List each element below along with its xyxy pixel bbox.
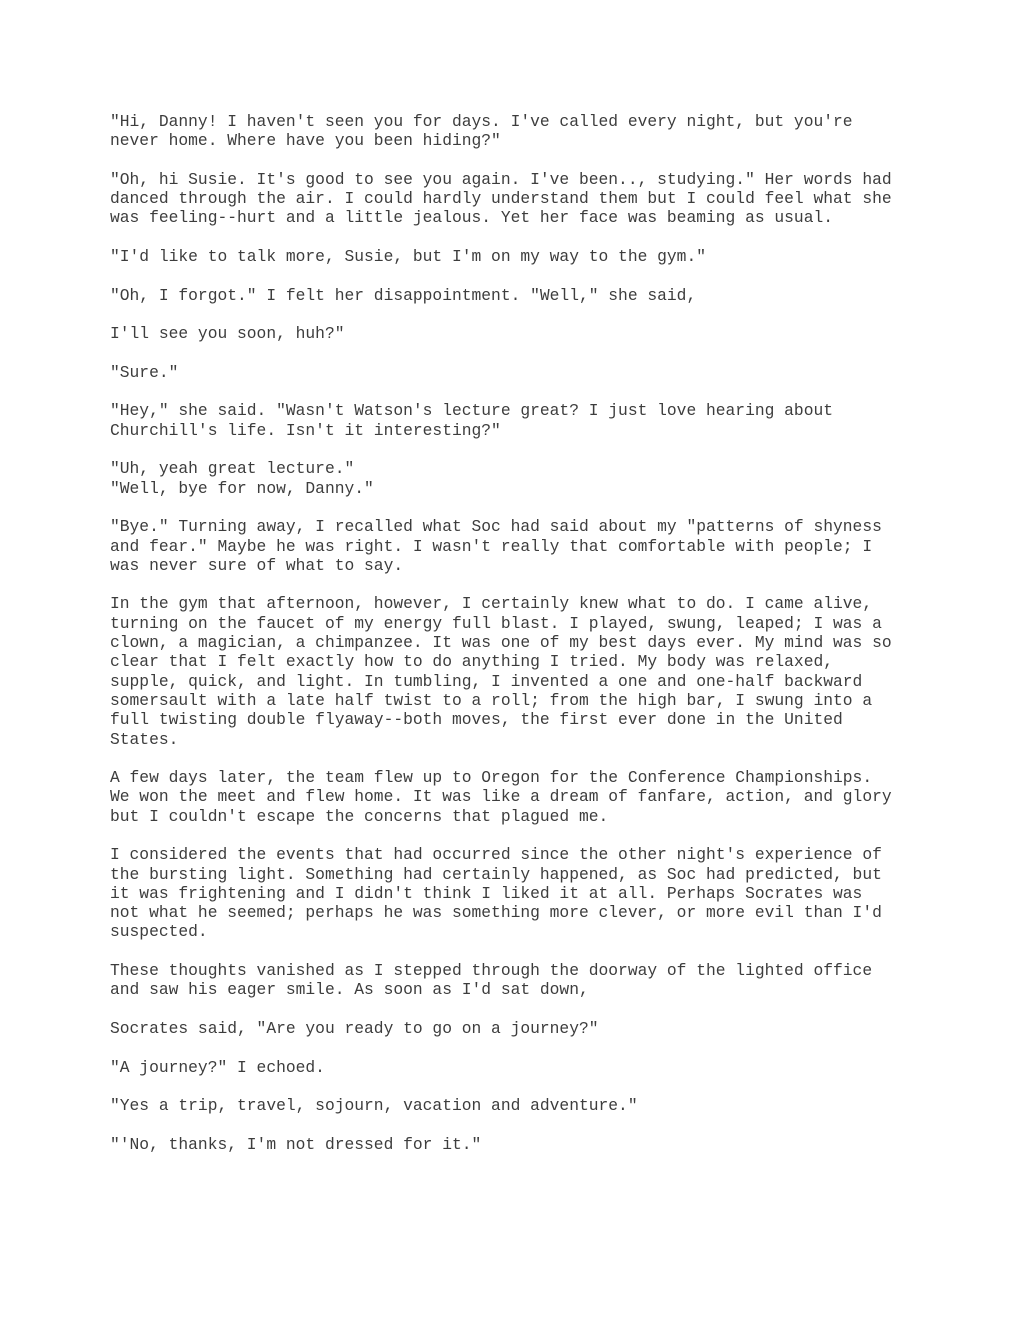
text-line: clear that I felt exactly how to do anything I tried. My body was relaxed, — [110, 652, 834, 672]
text-line: "Yes a trip, travel, sojourn, vacation and adventure." — [110, 1096, 638, 1116]
paragraph — [110, 1058, 940, 1077]
text-line: danced through the air. I could hardly understand them but I could feel what she — [110, 189, 892, 209]
text-line: suspected. — [110, 922, 208, 942]
text-line: A few days later, the team flew up to Oregon for the Conference Championships. — [110, 768, 873, 788]
text-line: "Well, bye for now, Danny." — [110, 478, 374, 498]
text-line: somersault with a late half twist to a roll; from the high bar, I swung into a — [110, 690, 873, 710]
text-line: and fear." Maybe he was right. I wasn't really that comfortable with people; I — [110, 536, 873, 556]
text-line: full twisting double flyaway--both moves, the first ever done in the United — [110, 710, 843, 730]
paragraph — [110, 459, 940, 498]
text-line: "Uh, yeah great lecture." — [110, 459, 355, 479]
text-line: it was frightening and I didn't think I liked it at all. Perhaps Socrates was — [110, 883, 863, 903]
text-line: I considered the events that had occurred since the other night's experience of — [110, 845, 882, 865]
text-line: was never sure of what to say. — [110, 555, 404, 575]
text-line: "Hey," she said. "Wasn't Watson's lecture great? I just love hearing about — [110, 401, 834, 421]
paragraph — [110, 401, 940, 440]
paragraph — [110, 594, 940, 748]
text-line: In the gym that afternoon, however, I certainly knew what to do. I came alive, — [110, 594, 873, 614]
text-line: not what he seemed; perhaps he was something more clever, or more evil than I'd — [110, 903, 882, 923]
paragraph — [110, 112, 940, 151]
paragraph — [110, 845, 940, 941]
paragraph — [110, 1019, 940, 1038]
text-line: I'll see you soon, huh?" — [110, 324, 345, 344]
paragraph — [110, 324, 940, 343]
text-line: and saw his eager smile. As soon as I'd sat down, — [110, 980, 589, 1000]
text-line: supple, quick, and light. In tumbling, I invented a one and one-half backward — [110, 671, 863, 691]
paragraph — [110, 247, 940, 266]
text-line: "Bye." Turning away, I recalled what Soc had said about my "patterns of shyness — [110, 517, 882, 537]
text-line: Churchill's life. Isn't it interesting?" — [110, 420, 501, 440]
paragraph — [110, 961, 940, 1000]
paragraph — [110, 170, 940, 228]
text-line: turning on the faucet of my energy full blast. I played, swung, leaped; I was a — [110, 613, 882, 633]
paragraph — [110, 363, 940, 382]
text-line: clown, a magician, a chimpanzee. It was one of my best days ever. My mind was so — [110, 633, 892, 653]
text-line: was feeling--hurt and a little jealous. Yet her face was beaming as usual. — [110, 208, 834, 228]
text-line: but I couldn't escape the concerns that plagued me. — [110, 806, 609, 826]
text-line: "I'd like to talk more, Susie, but I'm on my way to the gym." — [110, 247, 706, 267]
paragraph — [110, 517, 940, 575]
text-line: States. — [110, 729, 179, 749]
text-line: "Sure." — [110, 362, 179, 382]
text-line: "Oh, hi Susie. It's good to see you again. I've been.., studying." Her words had — [110, 169, 892, 189]
text-line: the bursting light. Something had certainly happened, as Soc had predicted, but — [110, 864, 882, 884]
text-line: "Hi, Danny! I haven't seen you for days. I've called every night, but you're — [110, 112, 853, 131]
text-line: We won the meet and flew home. It was like a dream of fanfare, action, and glory — [110, 787, 892, 807]
paragraph — [110, 286, 940, 305]
paragraph — [110, 1135, 940, 1154]
paragraph — [110, 1096, 940, 1115]
paragraph — [110, 768, 940, 826]
text-line: never home. Where have you been hiding?" — [110, 131, 501, 151]
text-line: Socrates said, "Are you ready to go on a journey?" — [110, 1018, 599, 1038]
text-line: "A journey?" I echoed. — [110, 1057, 325, 1077]
text-line: These thoughts vanished as I stepped through the doorway of the lighted office — [110, 961, 873, 981]
page-text — [110, 112, 940, 1154]
text-line: "Oh, I forgot." I felt her disappointment. "Well," she said, — [110, 285, 697, 305]
text-line: "'No, thanks, I'm not dressed for it." — [110, 1134, 482, 1154]
